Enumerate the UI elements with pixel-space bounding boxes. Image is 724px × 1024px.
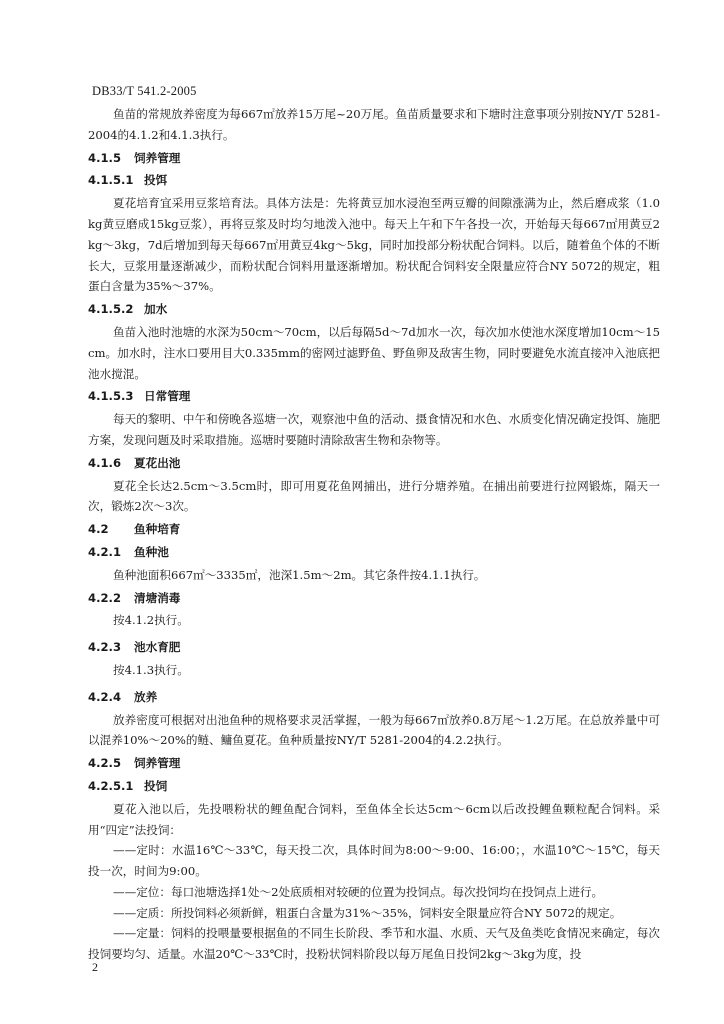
section-title: 鱼种培育 — [134, 522, 181, 537]
list-item-fixed-quality: ——定质：所投饲料必须新鲜，粗蛋白含量为31%～35%，饲料安全限量应符合NY 5072的规定。 — [113, 905, 622, 920]
page-body — [88, 104, 660, 965]
section-number: 4.1.5 — [88, 150, 122, 165]
section-title: 夏花出池 — [134, 455, 181, 470]
paragraph-add-water: 鱼苗入池时池塘的水深为50cm～70cm，以后每隔5d～7d加水一次，每次加水使池水深度增加10cm～15cm。加水时，注水口要用目大0.335mm的密网过滤野鱼、野鱼卵及敌害生物，同时要避免水流直接冲入池底把池水搅混。 — [88, 324, 660, 381]
section-title: 投饵 — [144, 173, 168, 188]
paragraph-feeding: 夏花培育宜采用豆浆培育法。具体方法是：先将黄豆加水浸泡至两豆瓣的间隙涨满为止，然后磨成浆（1.0kg黄豆磨成15kg豆浆），再将豆浆及时均匀地泼入池中。每天上午和下午各投一次，开始每天每667㎡用黄豆2kg～3kg，7d后增加到每天每667㎡用黄豆4kg～5kg，同时加投部分粉状配合饲料。以后，随着鱼个体的不断长大，豆浆用量逐渐减少，而粉状配合饲料用量逐渐增加。粉状配合饲料安全限量应符合NY 5072的规定，粗蛋白含量为35%～37%。 — [88, 196, 660, 294]
section-number: 4.2.2 — [88, 590, 122, 605]
section-heading-4-2-4 — [88, 687, 660, 708]
section-title: 放养 — [134, 689, 158, 704]
paragraph-summer-fry-out: 夏花全长达2.5cm～3.5cm时，即可用夏花鱼网捕出，进行分塘养殖。在捕出前要进行拉网锻炼，隔天一次，锻炼2次～3次。 — [88, 478, 660, 514]
section-number: 4.1.5.3 — [88, 389, 134, 404]
paragraph-fry-density: 鱼苗的常规放养密度为每667㎡放养15万尾~20万尾。鱼苗质量要求和下塘时注意事项分别按NY/T 5281-2004的4.1.2和4.1.3执行。 — [88, 107, 660, 142]
section-heading-4-1-5-3 — [88, 386, 660, 407]
section-number: 4.2.1 — [88, 544, 122, 559]
list-item-fixed-time: ——定时：水温16℃～33℃，每天投二次，具体时间为8:00～9:00、16:00；，水温10℃～15℃，每天投一次，时间为9:00。 — [88, 843, 660, 879]
paragraph-stocking: 放养密度可根据对出池鱼种的规格要求灵活掌握，一般为每667㎡放养0.8万尾～1.2万尾。在总放养量中可以混养10%～20%的鲢、鳙鱼夏花。鱼种质量按NY/T 5281-2004的4.2.2执行。 — [88, 712, 660, 748]
list-item-fixed-quantity: ——定量：饲料的投喂量要根据鱼的不同生长阶段、季节和水温、水质、天气及鱼类吃食情况来确定，每次投饲要均匀、适量。水温20℃～33℃时，投粉状饲料阶段以每万尾鱼日投饲2kg～3kg为度，投 — [88, 926, 660, 962]
section-number: 4.1.5.2 — [88, 302, 134, 317]
section-heading-4-2 — [88, 519, 660, 540]
document-code: DB33/T 541.2-2005 — [92, 84, 197, 98]
section-title: 加水 — [144, 302, 168, 317]
paragraph-feeding-fingerlings: 夏花入池以后，先投喂粉状的鲤鱼配合饲料，至鱼体全长达5cm～6cm以后改投鲤鱼颗粒配合饲料。采用“四定”法投饲： — [88, 801, 660, 837]
section-heading-4-1-6 — [88, 453, 660, 474]
section-heading-4-2-5-1 — [88, 776, 660, 797]
section-title: 清塘消毒 — [134, 590, 181, 605]
paragraph-disinfection: 按4.1.2执行。 — [113, 613, 189, 628]
section-number: 4.2.3 — [88, 640, 122, 655]
section-title: 鱼种池 — [134, 544, 169, 559]
section-title: 日常管理 — [144, 389, 191, 404]
section-number: 4.1.6 — [88, 455, 122, 470]
section-number: 4.2.5.1 — [88, 778, 134, 793]
section-title: 投饲 — [144, 778, 168, 793]
list-item-fixed-place: ——定位：每口池塘选择1处～2处底质相对较硬的位置为投饲点。每次投饲均在投饲点上进行。 — [113, 884, 604, 899]
section-title: 池水育肥 — [134, 640, 181, 655]
section-number: 4.2 — [88, 522, 109, 537]
paragraph-daily-management: 每天的黎明、中午和傍晚各巡塘一次，观察池中鱼的活动、摄食情况和水色、水质变化情况确定投饵、施肥方案，发现问题及时采取措施。巡塘时要随时清除敌害生物和杂物等。 — [88, 412, 660, 447]
section-number: 4.2.5 — [88, 756, 122, 771]
paragraph-fingerling-pond: 鱼种池面积667㎡～3335㎡，池深1.5m～2m。其它条件按4.1.1执行。 — [113, 567, 486, 582]
section-number: 4.1.5.1 — [88, 173, 134, 188]
section-heading-4-2-5 — [88, 753, 660, 774]
section-title: 饲养管理 — [134, 150, 181, 165]
section-heading-4-1-5-1 — [88, 170, 660, 191]
section-heading-4-1-5 — [88, 148, 660, 169]
paragraph-fertilization: 按4.1.3执行。 — [113, 662, 189, 677]
section-heading-4-2-2 — [88, 588, 660, 609]
section-heading-4-1-5-2 — [88, 299, 660, 320]
section-heading-4-2-3 — [88, 637, 660, 658]
section-title: 饲养管理 — [134, 756, 181, 771]
section-number: 4.2.4 — [88, 689, 122, 704]
section-heading-4-2-1 — [88, 542, 660, 563]
page-number: 2 — [92, 960, 98, 974]
